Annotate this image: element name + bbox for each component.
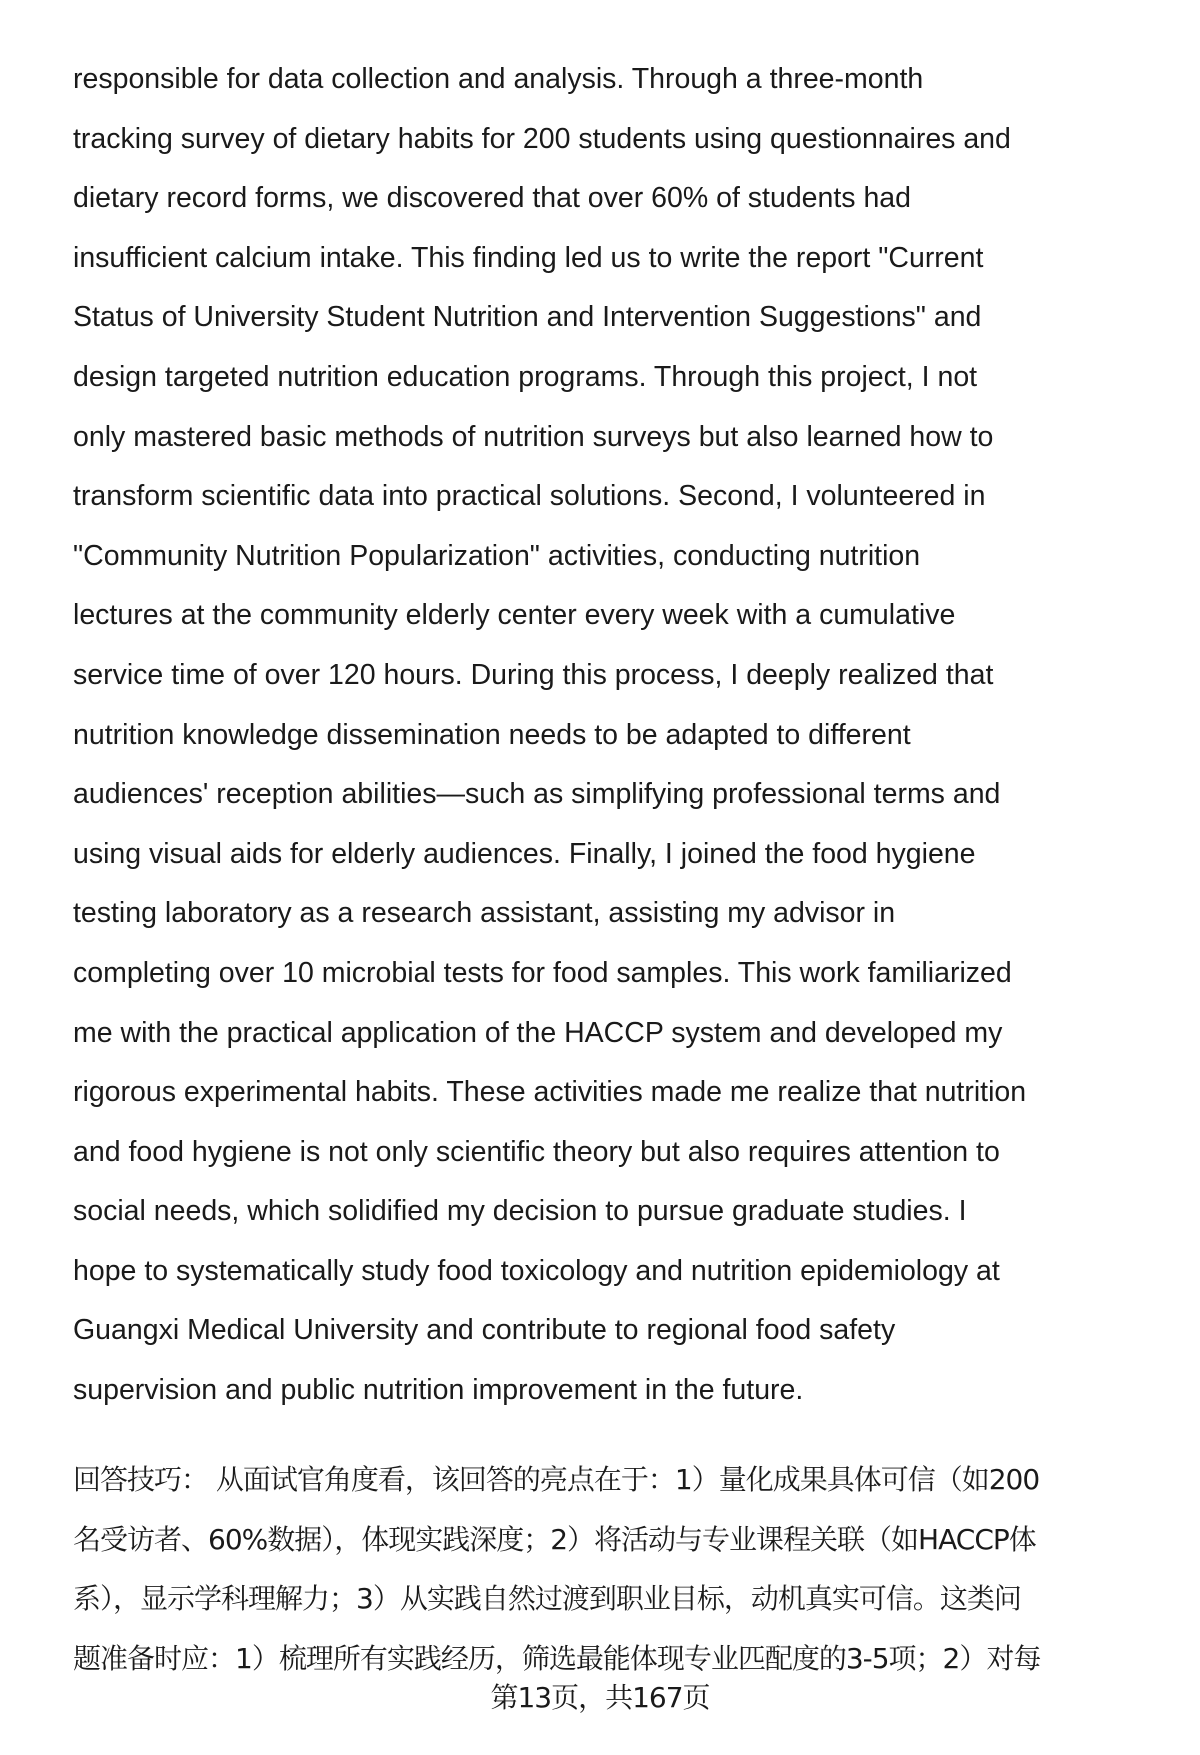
answer-tips: [73, 1450, 1040, 1688]
body-line: social needs, which solidified my decision to pursue graduate studies. I: [73, 1195, 967, 1228]
body-text: [73, 50, 1026, 1421]
body-line: rigorous experimental habits. These activities made me realize that nutrition: [73, 1076, 1027, 1109]
body-line: using visual aids for elderly audiences. Finally, I joined the food hygiene: [73, 837, 976, 870]
body-line: audiences' reception abilities—such as simplifying professional terms and: [73, 778, 1001, 811]
body-line: me with the practical application of the HACCP system and developed my: [73, 1016, 1003, 1049]
body-line: only mastered basic methods of nutrition surveys but also learned how to: [73, 420, 994, 453]
body-line: dietary record forms, we discovered that over 60% of students had: [73, 182, 912, 215]
body-line: transform scientific data into practical solutions. Second, I volunteered in: [73, 480, 986, 513]
body-line: testing laboratory as a research assistant, assisting my advisor in: [73, 897, 896, 930]
body-line: tracking survey of dietary habits for 200 students using questionnaires and: [73, 122, 1011, 155]
body-line: Status of University Student Nutrition and Intervention Suggestions" and: [73, 301, 982, 334]
tip-line: 题准备时应：1）梳理所有实践经历，筛选最能体现专业匹配度的3-5项；2）对每: [73, 1641, 1041, 1675]
body-line: and food hygiene is not only scientific theory but also requires attention to: [73, 1135, 1000, 1168]
body-line: supervision and public nutrition improvement in the future.: [73, 1374, 804, 1407]
body-line: responsible for data collection and analysis. Through a three-month: [73, 63, 924, 95]
body-line: design targeted nutrition education programs. Through this project, I not: [73, 360, 978, 393]
body-line: "Community Nutrition Popularization" activities, conducting nutrition: [73, 539, 921, 572]
body-line: hope to systematically study food toxicology and nutrition epidemiology at: [73, 1254, 1000, 1287]
body-line: completing over 10 microbial tests for food samples. This work familiarized: [73, 956, 1012, 989]
tip-line: 回答技巧： 从面试官角度看，该回答的亮点在于：1）量化成果具体可信（如200: [73, 1463, 1040, 1496]
tip-line: 名受访者、60%数据），体现实践深度；2）将活动与专业课程关联（如HACCP体: [73, 1522, 1036, 1556]
page-number: 第13页，共167页: [490, 1681, 710, 1714]
body-line: service time of over 120 hours. During this process, I deeply realized that: [73, 658, 994, 691]
tip-line: 系），显示学科理解力；3）从实践自然过渡到职业目标，动机真实可信。这类问: [73, 1582, 1021, 1616]
body-line: insufficient calcium intake. This finding led us to write the report "Current: [73, 241, 984, 274]
body-line: Guangxi Medical University and contribute to regional food safety: [73, 1314, 896, 1347]
body-line: nutrition knowledge dissemination needs to be adapted to different: [73, 718, 911, 751]
body-line: lectures at the community elderly center every week with a cumulative: [73, 599, 956, 632]
